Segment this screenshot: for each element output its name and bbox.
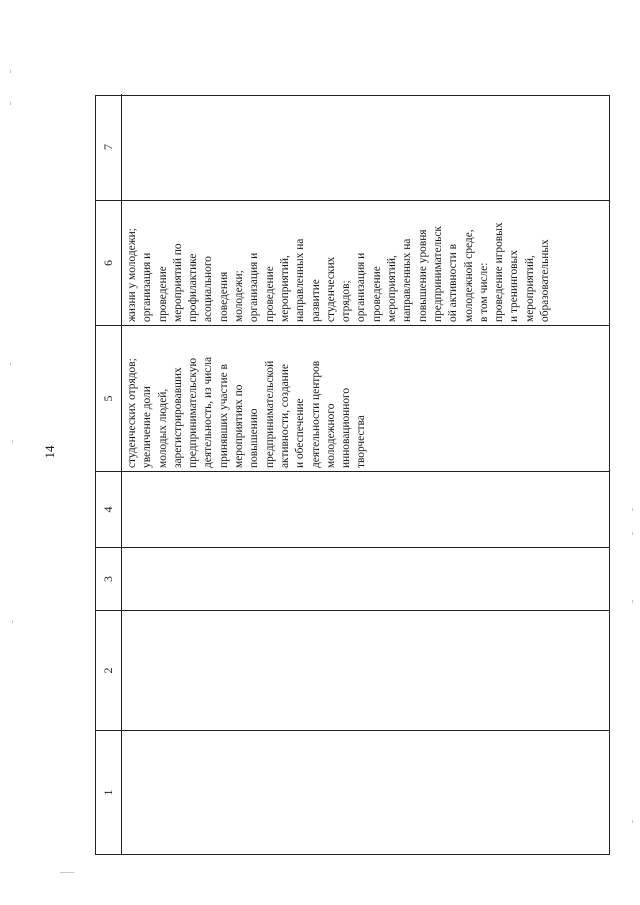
scan-mark	[12, 440, 13, 443]
column-header-7: 7	[96, 94, 122, 200]
column-header-3: 3	[96, 547, 122, 610]
scan-mark	[60, 872, 74, 873]
column-header-5: 5	[96, 325, 122, 471]
table-cell-col-6: жизни у молодежи; организация и проведение мероприятий по профилактике асоциального поведения молодежи; организация и проведение мероприятий, направленных на развитие студенческих отрядов; организация и проведение мероприятий, направленных на повышение уровня предпринимательск ой активности в молодежной среде, в том числе: проведение игровых и тренинговых мероприятий, образовательных	[122, 200, 609, 325]
table-cell-col-3	[122, 547, 609, 610]
scan-mark	[10, 102, 11, 105]
scan-mark	[632, 600, 633, 603]
column-header-1: 1	[96, 730, 122, 854]
column-header-2: 2	[96, 610, 122, 730]
table-cell-col-4	[122, 471, 609, 547]
page-number: 14	[42, 445, 57, 459]
scan-mark	[632, 820, 633, 823]
scan-mark	[10, 362, 11, 365]
scan-mark	[10, 70, 11, 73]
data-table	[95, 95, 610, 855]
table-cell-col-7	[122, 94, 609, 200]
scan-mark	[12, 620, 13, 623]
column-header-4: 4	[96, 471, 122, 547]
scan-mark	[632, 508, 633, 511]
table-cell-col-1	[122, 730, 609, 854]
table-cell-col-2	[122, 610, 609, 730]
table-cell-col-5: студенческих отрядов; увеличение доли молодых людей, зарегистрировавших предпринимательскую деятельность, из числа принявших участие в мероприятиях по повышению предпринимательской активности, создание и обеспечение деятельности центров молодежного инновационного творчества	[122, 325, 609, 471]
scan-mark	[632, 532, 633, 535]
column-header-6: 6	[96, 200, 122, 325]
